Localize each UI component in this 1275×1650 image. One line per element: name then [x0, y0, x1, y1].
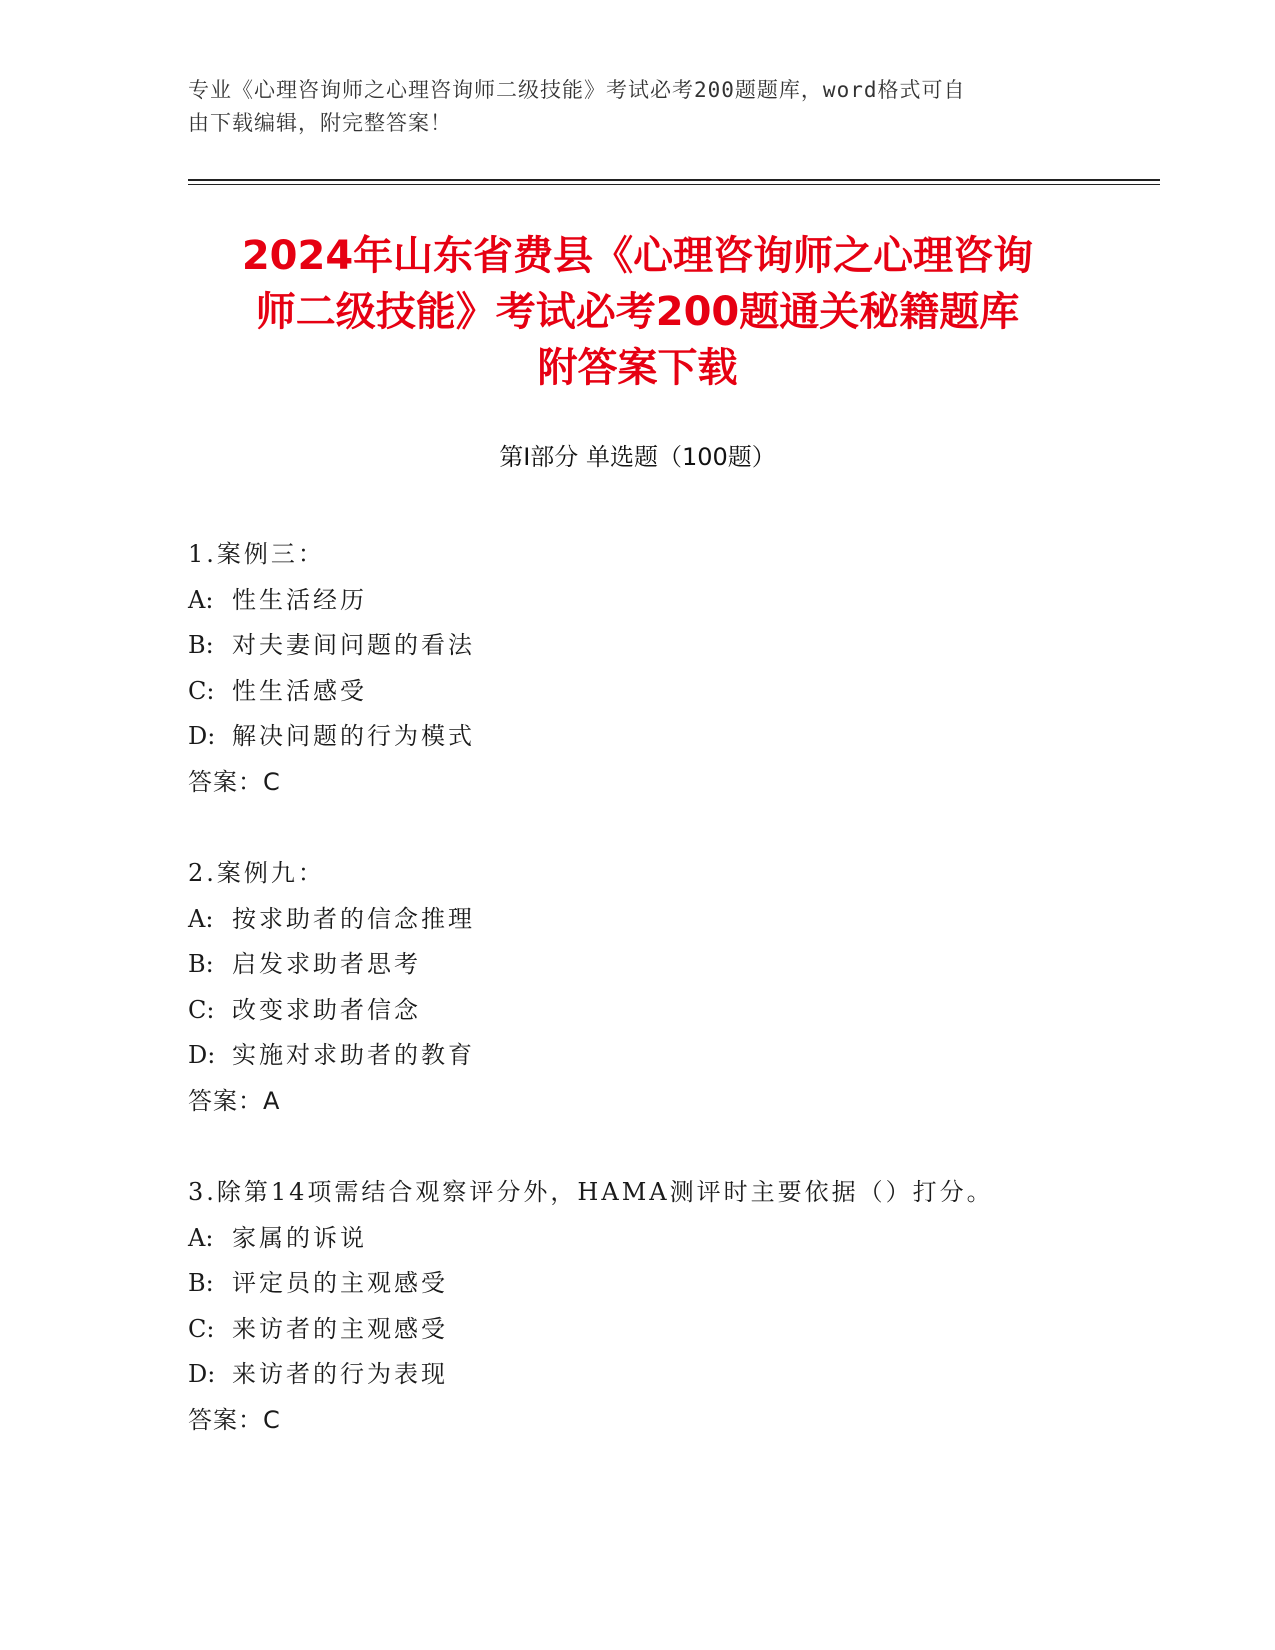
header-rule-thick — [188, 179, 1160, 181]
option-c — [188, 1307, 1148, 1353]
title-line-1: 2024年山东省费县《心理咨询师之心理咨询 — [241, 233, 1034, 279]
option-letter: B: — [188, 1269, 214, 1297]
option-b — [188, 1261, 1148, 1307]
option-text: 改变求助者信念 — [232, 995, 421, 1024]
option-text: 对夫妻间问题的看法 — [232, 631, 475, 659]
question-list — [188, 532, 1148, 1489]
option-text: 性生活经历 — [232, 585, 367, 614]
option-letter: C: — [188, 995, 215, 1024]
document-title — [150, 228, 1125, 396]
option-c — [188, 988, 1148, 1034]
option-d — [188, 714, 1148, 760]
option-text: 实施对求助者的教育 — [232, 1041, 475, 1069]
option-text: 性生活感受 — [232, 676, 367, 705]
option-text: 按求助者的信念推理 — [232, 904, 475, 933]
answer-line: 答案：C — [188, 767, 281, 796]
option-c — [188, 669, 1148, 715]
option-letter: A: — [188, 1223, 214, 1252]
option-letter: B: — [188, 950, 214, 978]
question-item — [188, 1170, 1148, 1443]
option-text: 启发求助者思考 — [232, 950, 421, 978]
option-letter: A: — [188, 585, 214, 614]
option-b — [188, 942, 1148, 988]
option-letter: D: — [188, 1360, 216, 1388]
option-a — [188, 897, 1148, 943]
option-a — [188, 578, 1148, 624]
answer-line: 答案：A — [188, 1086, 281, 1115]
section-heading: 第Ⅰ部分 单选题（100题） — [499, 443, 776, 471]
header-note — [188, 74, 1088, 140]
header-note-line-1: 专业《心理咨询师之心理咨询师二级技能》考试必考200题题库，word格式可自 — [188, 78, 966, 102]
title-line-3: 附答案下载 — [537, 345, 738, 391]
option-letter: C: — [188, 1314, 215, 1343]
option-text: 评定员的主观感受 — [232, 1269, 448, 1297]
question-stem: 1.案例三： — [188, 540, 325, 568]
question-stem: 3.除第14项需结合观察评分外，HAMA测评时主要依据（）打分。 — [188, 1178, 994, 1206]
header-note-line-2: 由下载编辑，附完整答案！ — [188, 111, 452, 135]
option-text: 家属的诉说 — [232, 1223, 367, 1252]
header-rule-thin — [188, 184, 1160, 185]
option-text: 来访者的行为表现 — [232, 1360, 448, 1388]
option-letter: C: — [188, 676, 215, 705]
option-b — [188, 623, 1148, 669]
option-a — [188, 1216, 1148, 1262]
answer-line: 答案：C — [188, 1405, 281, 1434]
option-d — [188, 1352, 1148, 1398]
option-text: 解决问题的行为模式 — [232, 722, 475, 750]
question-item — [188, 851, 1148, 1124]
question-item — [188, 532, 1148, 805]
title-line-2: 师二级技能》考试必考200题通关秘籍题库 — [255, 289, 1020, 335]
option-letter: D: — [188, 1041, 216, 1069]
question-stem: 2.案例九： — [188, 859, 325, 887]
option-d — [188, 1033, 1148, 1079]
option-letter: D: — [188, 722, 216, 750]
option-letter: B: — [188, 631, 214, 659]
option-letter: A: — [188, 904, 214, 933]
option-text: 来访者的主观感受 — [232, 1314, 448, 1343]
